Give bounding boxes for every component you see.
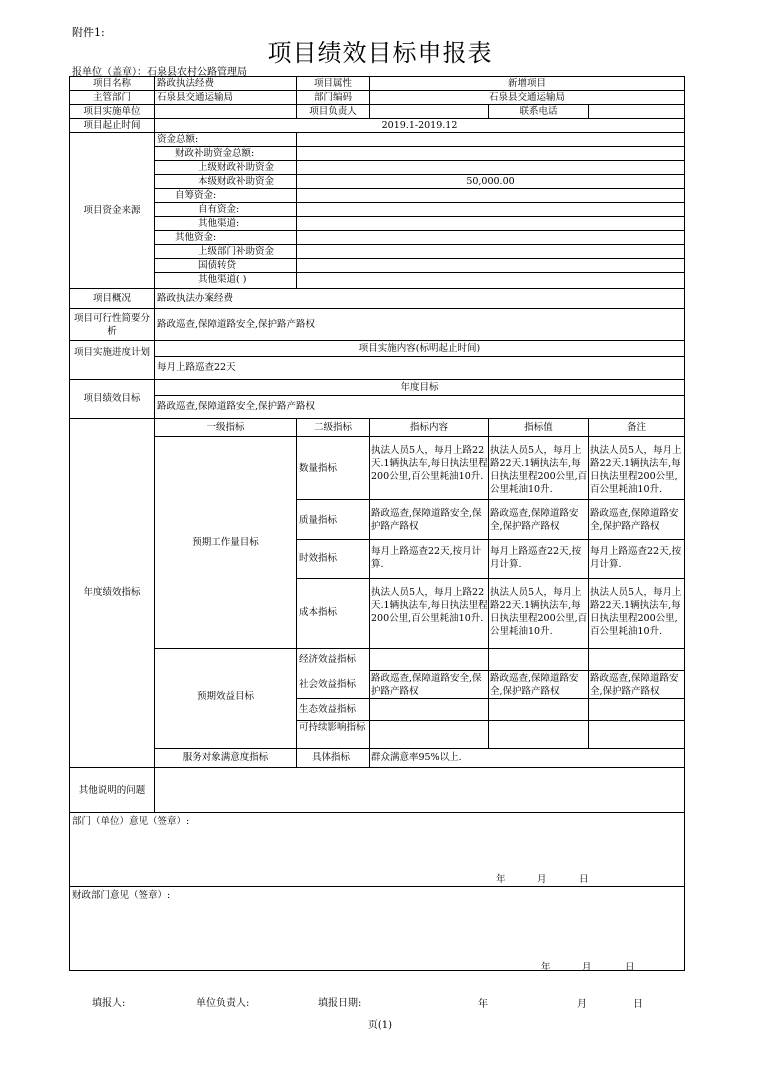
reporting-unit: 报单位（盖章）：石泉县农村公路管理局 bbox=[72, 67, 247, 78]
fund-row-label: 自筹资金: bbox=[175, 190, 217, 201]
fund-row-label: 本级财政补助资金 bbox=[198, 176, 275, 187]
indicator-content: 路政巡查,保障道路安全,保护路产路权 bbox=[371, 673, 482, 697]
indicator-value: 路政巡查,保障道路安全,保护路产路权 bbox=[490, 673, 579, 697]
dept-code-value: 石泉县交通运输局 bbox=[488, 92, 565, 103]
funds-label: 项目资金来源 bbox=[83, 205, 141, 216]
indicator-level2: 数量指标 bbox=[299, 463, 338, 474]
finance-opinion-label: 财政部门意见（签章）: bbox=[72, 890, 171, 901]
indicator-content: 执法人员5人，每月上路22天.1辆执法车,每日执法里程200公里,百公里耗油10升. bbox=[371, 587, 488, 624]
project-attr-label: 项目属性 bbox=[313, 78, 352, 89]
project-name-label: 项目名称 bbox=[92, 78, 131, 89]
indicators-label: 年度绩效指标 bbox=[83, 587, 141, 598]
indicator-group-benefit: 预期效益目标 bbox=[196, 691, 254, 702]
indicator-level2: 经济效益指标 bbox=[299, 654, 357, 665]
fund-row-label: 财政补助资金总额: bbox=[175, 148, 255, 159]
fund-row-label: 其他资金: bbox=[175, 232, 217, 243]
indicator-header-value: 指标值 bbox=[524, 422, 553, 433]
page-number: 页(1) bbox=[367, 1020, 393, 1031]
page-title: 项目绩效目标申报表 bbox=[267, 39, 493, 67]
fund-local-value: 50,000.00 bbox=[466, 176, 515, 187]
attachment-label: 附件1: bbox=[72, 26, 105, 39]
project-attr-value: 新增项目 bbox=[507, 78, 546, 89]
dept-opinion-day: 日 bbox=[579, 874, 589, 885]
progress-label: 项目实施进度计划 bbox=[73, 347, 150, 358]
dept-code-label: 部门编码 bbox=[313, 92, 352, 103]
indicator-value: 执法人员5人，每月上路22天.1辆执法车,每日执法里程200公里,百公里耗油10升. bbox=[490, 445, 588, 495]
phone-label: 联系电话 bbox=[519, 106, 558, 117]
dept-opinion-label: 部门（单位）意见（签章）: bbox=[72, 816, 190, 827]
progress-header: 项目实施内容(标明起止时间) bbox=[358, 343, 481, 354]
finance-opinion-year: 年 bbox=[541, 962, 551, 973]
overview-value: 路政执法办案经费 bbox=[157, 293, 234, 304]
period-label: 项目起止时间 bbox=[83, 120, 141, 131]
overview-label: 项目概况 bbox=[92, 293, 131, 304]
dept-opinion-month: 月 bbox=[537, 874, 547, 885]
project-lead-label: 项目负责人 bbox=[309, 106, 357, 117]
indicator-header-content: 指标内容 bbox=[409, 422, 448, 433]
period-value: 2019.1-2019.12 bbox=[381, 120, 458, 131]
indicator-note: 路政巡查,保障道路安全,保护路产路权 bbox=[590, 673, 679, 697]
dept-value: 石泉县交通运输局 bbox=[157, 92, 234, 103]
indicator-note: 每月上路巡查22天,按月计算. bbox=[590, 546, 682, 570]
indicator-value: 每月上路巡查22天,按月计算. bbox=[490, 546, 582, 570]
indicator-note: 路政巡查,保障道路安全,保护路产路权 bbox=[590, 508, 679, 532]
dept-label: 主管部门 bbox=[92, 92, 131, 103]
impl-unit-label: 项目实施单位 bbox=[83, 106, 141, 117]
indicator-content: 路政巡查,保障道路安全,保护路产路权 bbox=[371, 508, 482, 532]
fund-row-label: 上级部门补助资金 bbox=[198, 246, 275, 257]
fund-row-label: 其他渠道( ) bbox=[198, 274, 247, 285]
footer-unit-lead: 单位负责人: bbox=[196, 998, 250, 1009]
footer-day: 日 bbox=[633, 999, 643, 1010]
indicator-header-level1: 一级指标 bbox=[206, 422, 245, 433]
footer-date-label: 填报日期: bbox=[318, 998, 362, 1009]
finance-opinion-day: 日 bbox=[625, 962, 635, 973]
dept-opinion-year: 年 bbox=[496, 874, 506, 885]
indicator-level2: 可持续影响指标 bbox=[299, 722, 366, 733]
progress-value: 每月上路巡查22天 bbox=[157, 362, 236, 373]
goal-header: 年度目标 bbox=[400, 382, 439, 393]
indicator-level2: 生态效益指标 bbox=[299, 704, 357, 715]
indicator-level2: 时效指标 bbox=[299, 553, 338, 564]
finance-opinion-month: 月 bbox=[582, 962, 592, 973]
fund-row-label: 上级财政补助资金 bbox=[198, 162, 275, 173]
fund-row-label: 国债转贷 bbox=[198, 260, 237, 271]
indicator-level2: 质量指标 bbox=[299, 515, 338, 526]
fund-row-label: 自有资金: bbox=[198, 204, 240, 215]
indicator-level2: 具体指标 bbox=[312, 752, 351, 763]
feasibility-value: 路政巡查,保障道路安全,保护路产路权 bbox=[157, 319, 316, 330]
indicator-group-satisfaction: 服务对象满意度指标 bbox=[182, 752, 269, 763]
indicator-content: 每月上路巡查22天,按月计算. bbox=[371, 546, 482, 570]
indicator-value: 执法人员5人，每月上路22天.1辆执法车,每日执法里程200公里,百公里耗油10升. bbox=[490, 587, 588, 637]
indicator-header-level2: 二级指标 bbox=[313, 422, 352, 433]
goal-label: 项目绩效目标 bbox=[83, 393, 141, 404]
goal-value: 路政巡查,保障道路安全,保护路产路权 bbox=[157, 401, 316, 412]
fund-row-label: 其他渠道: bbox=[198, 218, 240, 229]
indicator-header-note: 备注 bbox=[626, 422, 646, 433]
indicator-content: 群众满意率95%以上. bbox=[371, 752, 462, 763]
footer-filler: 填报人: bbox=[92, 998, 126, 1009]
footer-month: 月 bbox=[577, 999, 587, 1010]
fund-row-label: 资金总额: bbox=[157, 134, 199, 145]
indicator-note: 执法人员5人，每月上路22天.1辆执法车,每日执法里程200公里,百公里耗油10升. bbox=[590, 587, 682, 637]
indicator-group-workload: 预期工作量目标 bbox=[192, 537, 259, 548]
indicator-level2: 成本指标 bbox=[299, 607, 338, 618]
other-label: 其他说明的问题 bbox=[78, 785, 146, 796]
footer-year: 年 bbox=[478, 999, 488, 1010]
indicator-level2: 社会效益指标 bbox=[299, 679, 357, 690]
feasibility-label: 项目可行性简要分析 bbox=[73, 313, 150, 337]
indicator-content: 执法人员5人，每月上路22天.1辆执法车,每日执法里程200公里,百公里耗油10升. bbox=[371, 445, 488, 482]
indicator-value: 路政巡查,保障道路安全,保护路产路权 bbox=[490, 508, 579, 532]
indicator-note: 执法人员5人，每月上路22天.1辆执法车,每日执法里程200公里,百公里耗油10升. bbox=[590, 445, 682, 495]
project-name-value: 路政执法经费 bbox=[157, 78, 215, 89]
